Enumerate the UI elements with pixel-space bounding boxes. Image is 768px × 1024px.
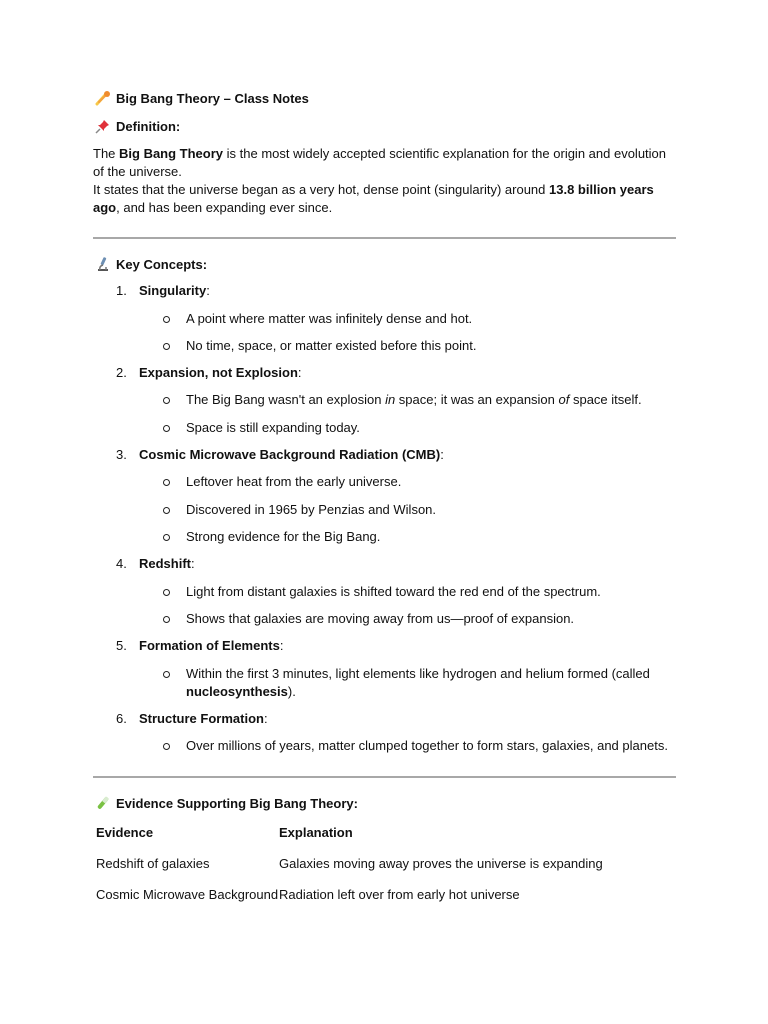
hollow-bullet-icon (163, 534, 170, 541)
table-cell: Radiation left over from early hot universe (279, 887, 520, 902)
hollow-bullet-icon (163, 479, 170, 486)
concept-item: 5. Formation of Elements: (116, 638, 284, 653)
hollow-bullet-icon (163, 507, 170, 514)
concept-title: Singularity (139, 283, 207, 298)
age-highlight: 13.8 billion years ago (93, 182, 654, 215)
concept-item: 6. Structure Formation: (116, 711, 268, 726)
table-header-evidence: Evidence (96, 825, 154, 840)
document-page: Big Bang Theory – Class Notes Definition: The Big Bang Theory is the most widely accepted scientific explanation for the origin and evolution of the universe. It states that the universe began as a very hot, dense point (singularity) around 13.8 billion years ago, and has been expanding ever since. Key Concepts: 1. Singularity: A point where matter was infinitely dense and hot. No time, space, or matter existed before this point. 2. Expansion, not Explosion: The Big Bang wasn't an explosion in space; it was an expansion of space itself. Space is still expanding today. 3. Cosmic Microwave Background Radiation (CMB): Leftover heat from the early universe. Discovered in 1965 by Penzias and Wilson. Strong evidence for the Big Bang. 4. Redshift: Light from distant galaxies is shifted toward the red end of the spectrum. Shows that galaxies are moving away from us—proof of expansion. 5. Formation of Elements: Within the first 3 minutes, light elements like hydrogen and helium formed (called nucleosynthesis). 6. Structure Formation: Over millions of years, matter clumped together to form stars, galaxies, and planets. Evidence Supporting Big Bang Theory: Evidence Explanation Redshift of galaxies Galaxies moving away proves the universe is expanding Cosmic Microwave Background Radiation left over from early hot universe (0, 0, 768, 1024)
table-cell: Galaxies moving away proves the universe is expanding (279, 856, 603, 871)
concept-title: Formation of Elements (139, 638, 280, 653)
pushpin-icon (95, 118, 111, 134)
microscope-icon (95, 256, 111, 272)
evidence-heading-label: Evidence Supporting Big Bang Theory: (116, 795, 358, 811)
hollow-bullet-icon (163, 589, 170, 596)
hollow-bullet-icon (163, 397, 170, 404)
title-heading (95, 89, 309, 107)
concept-title: Expansion, not Explosion (139, 365, 298, 380)
document-title: Big Bang Theory – Class Notes (116, 90, 309, 106)
concept-item: 4. Redshift: (116, 556, 195, 571)
key-concepts-heading (95, 255, 207, 273)
hollow-bullet-icon (163, 343, 170, 350)
concept-item: 3. Cosmic Microwave Background Radiation (CMB): (116, 447, 444, 462)
hollow-bullet-icon (163, 425, 170, 432)
evidence-heading (95, 794, 358, 812)
term-big-bang-theory: Big Bang Theory (119, 146, 224, 161)
definition-heading-label: Definition: (116, 118, 181, 134)
hollow-bullet-icon (163, 743, 170, 750)
table-cell: Redshift of galaxies (96, 856, 210, 871)
hollow-bullet-icon (163, 316, 170, 323)
hollow-bullet-icon (163, 616, 170, 623)
concept-title: Cosmic Microwave Background Radiation (CMB) (139, 447, 441, 462)
hollow-bullet-icon (163, 671, 170, 678)
divider (93, 776, 676, 778)
table-cell: Cosmic Microwave Background (96, 887, 279, 902)
concept-item: 1. Singularity: (116, 283, 210, 298)
definition-heading (95, 117, 180, 135)
comet-icon (95, 90, 111, 106)
divider (93, 237, 676, 239)
key-concepts-heading-label: Key Concepts: (116, 256, 208, 272)
concept-item: 2. Expansion, not Explosion: (116, 365, 302, 380)
concept-title: Redshift (139, 556, 191, 571)
definition-paragraph: The Big Bang Theory is the most widely accepted scientific explanation for the origin and evolution of the universe. It states that the universe began as a very hot, dense point (singularity) around 13.8 billion years ago, and has been expanding ever since. (93, 146, 667, 215)
concept-title: Structure Formation (139, 711, 264, 726)
test-tube-icon (95, 795, 111, 811)
table-header-explanation: Explanation (279, 825, 353, 840)
